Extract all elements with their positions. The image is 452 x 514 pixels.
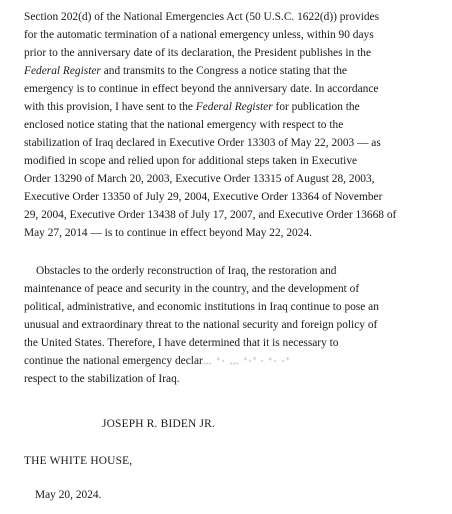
text: for publication the xyxy=(272,101,360,113)
text-line xyxy=(24,46,371,60)
garbled-text: … ‘· … ‘·’ · ‘· ·’ xyxy=(202,356,291,367)
text-line xyxy=(24,172,375,186)
text: for the automatic termination of a national emergency unless, within 90 days xyxy=(24,29,374,41)
text-line xyxy=(24,118,343,132)
text: May 27, 2014 — is to continue in effect beyond May 22, 2024. xyxy=(24,227,312,239)
text-line xyxy=(24,300,379,314)
text-line xyxy=(24,28,374,42)
text: Obstacles to the orderly reconstruction of Iraq, the restoration and xyxy=(36,265,337,277)
federal-register-italic: Federal Register xyxy=(195,101,273,113)
text: emergency is to continue in effect beyond the anniversary date. In accordance xyxy=(24,83,379,95)
text: continue the national emergency declar xyxy=(24,355,203,367)
text-line xyxy=(24,336,339,350)
text-line xyxy=(24,100,360,114)
text: prior to the anniversary date of its declaration, the President publishes in the xyxy=(24,47,372,59)
text: with this provision, I have sent to the xyxy=(24,101,196,113)
location-line: THE WHITE HOUSE, xyxy=(24,455,133,467)
signature: JOSEPH R. BIDEN JR. xyxy=(102,418,215,430)
text-line xyxy=(24,136,381,150)
text-line xyxy=(24,190,382,204)
text: enclosed notice stating that the national emergency with respect to the xyxy=(24,119,344,131)
text: stabilization of Iraq declared in Executive Order 13303 of May 22, 2003 — as xyxy=(24,137,381,149)
text-line xyxy=(24,208,396,222)
text: the United States. Therefore, I have determined that it is necessary to xyxy=(24,337,339,349)
text: Section 202(d) of the National Emergencies Act (50 U.S.C. 1622(d)) provides xyxy=(24,11,380,23)
text: modified in scope and relied upon for additional steps taken in Executive xyxy=(24,155,358,167)
text-line xyxy=(24,10,379,24)
text: political, administrative, and economic institutions in Iraq continue to pose an xyxy=(24,301,379,313)
text: respect to the stabilization of Iraq. xyxy=(24,373,180,385)
text-line xyxy=(24,82,378,96)
text-line xyxy=(24,264,336,278)
text: 29, 2004, Executive Order 13438 of July 17, 2007, and Executive Order 13668 of xyxy=(24,209,397,221)
text-line xyxy=(24,154,357,168)
text-line xyxy=(24,372,180,386)
text-line xyxy=(24,64,347,78)
text-line xyxy=(24,354,291,368)
text: Executive Order 13350 of July 29, 2004, Executive Order 13364 of November xyxy=(24,191,383,203)
text: and transmits to the Congress a notice stating that the xyxy=(100,65,347,77)
text-line xyxy=(24,282,359,296)
text: maintenance of peace and security in the country, and the development of xyxy=(24,283,360,295)
federal-register-italic: Federal Register xyxy=(24,65,101,77)
text-line xyxy=(24,226,312,240)
text: unusual and extraordinary threat to the national security and foreign policy of xyxy=(24,319,378,331)
text: Order 13290 of March 20, 2003, Executive Order 13315 of August 28, 2003, xyxy=(24,173,375,185)
text-line xyxy=(24,318,377,332)
date-line: May 20, 2024. xyxy=(35,489,102,501)
